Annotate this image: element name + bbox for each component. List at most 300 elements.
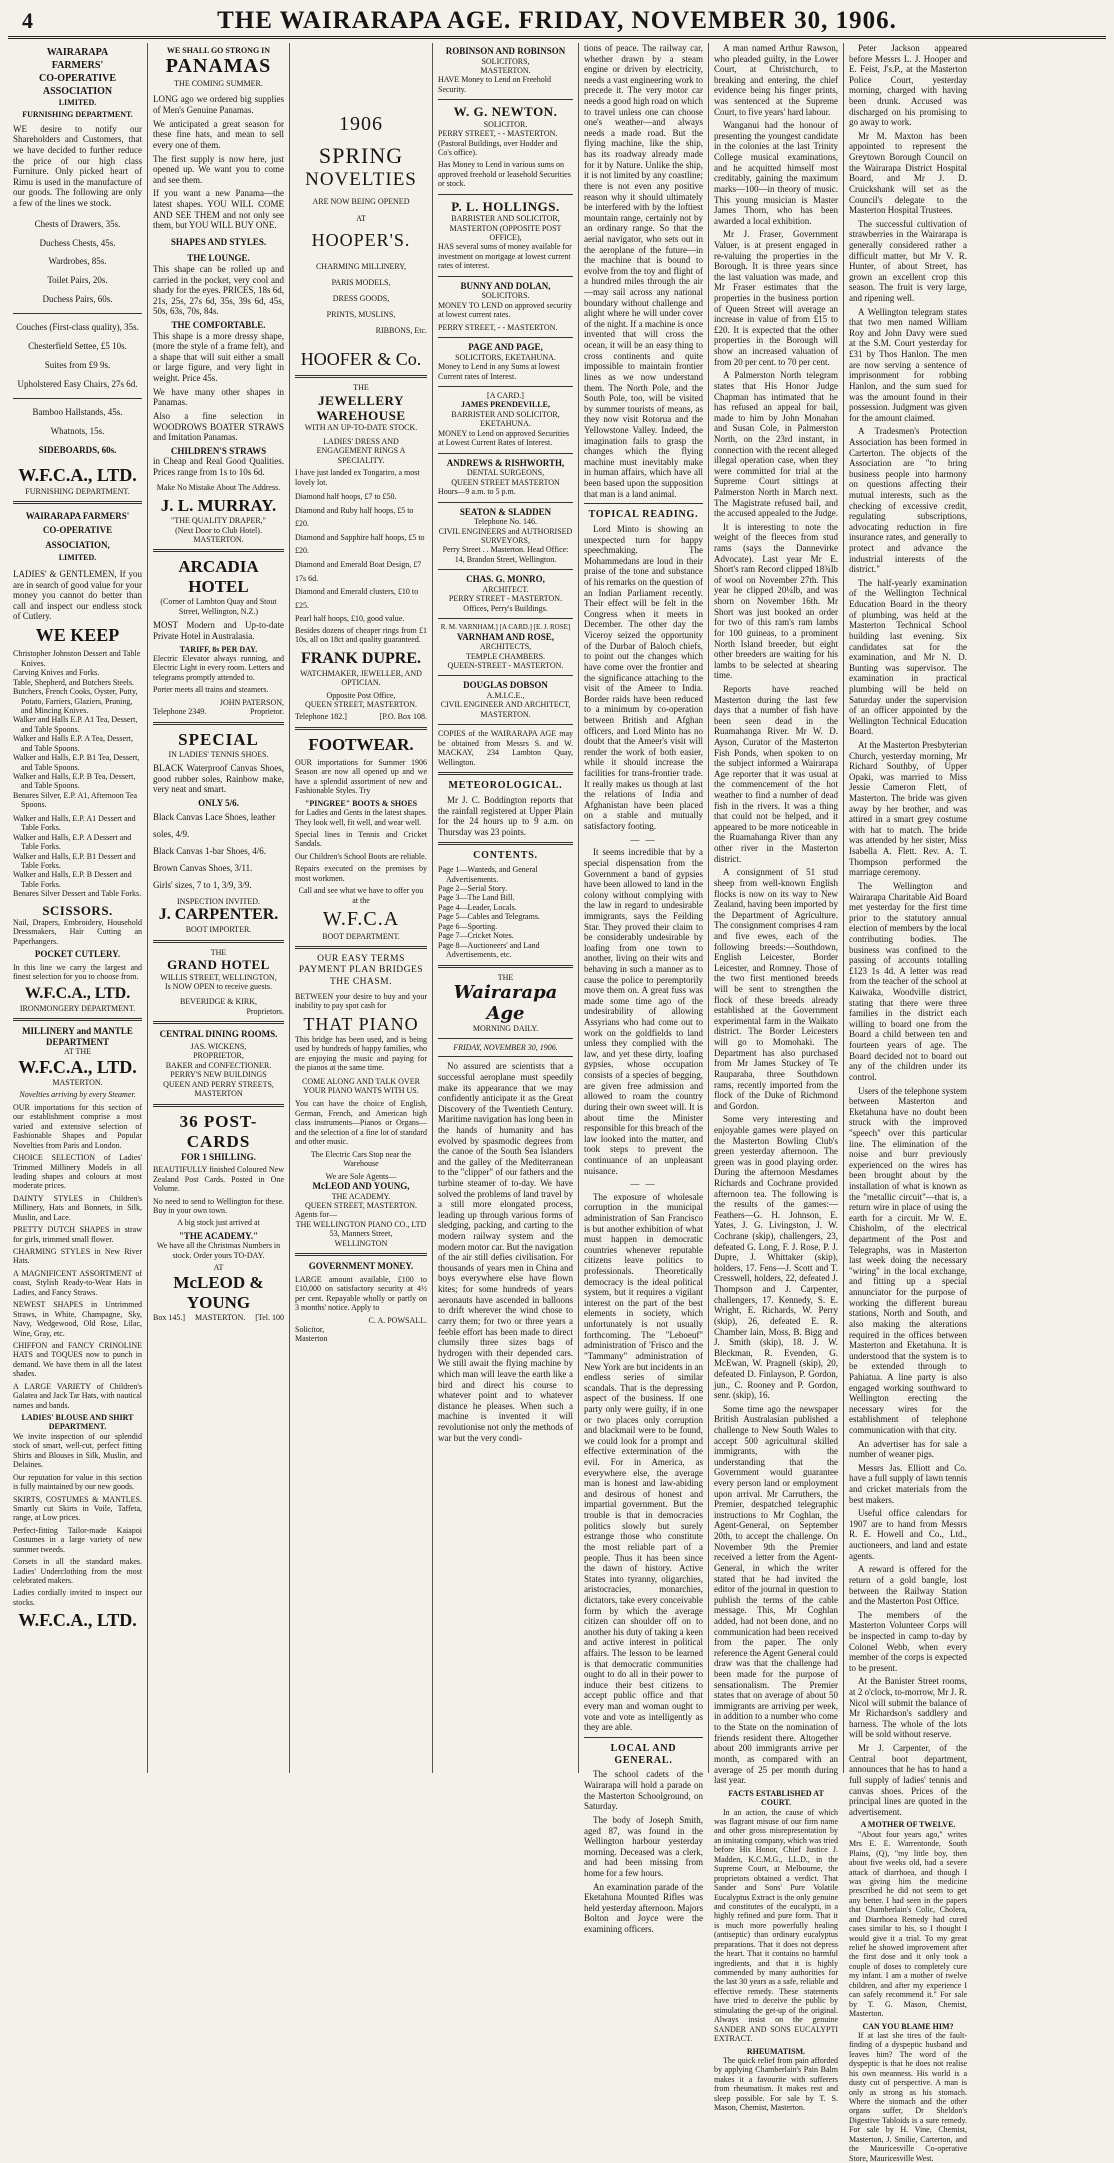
wellington-piano: THE WELLINGTON PIANO CO., LTD <box>295 1219 427 1229</box>
list-item: Walker and Halls E.P. A Tea, Dessert, and Table Spoons. <box>13 734 133 753</box>
list-item: CHOICE SELECTION of Ladies' Trimmed Millinery Models in all leading shapes and colours at most moderate prices. <box>13 1153 142 1191</box>
andrews-addr: QUEEN STREET MASTERTON <box>451 477 560 487</box>
seaton-addr: Perry Street . . Masterton. Head Office: 14, Brandon Street, Wellington. <box>442 545 569 564</box>
news-paragraph: Mr J. Carpenter, of the Central boot department, announces that he has to hand a full supply of ladies' tennis and canvas shoes. Prices of the principal lines are quoted in the advertisement. <box>849 1743 967 1817</box>
nameplate-sub: MORNING DAILY. <box>472 1024 539 1034</box>
news-paragraph: Peter Jackson appeared before Messrs L. J. Hooper and E. Feist, J's.P., at the Masterton Police Court, yesterday morning, charged with having been drunk. Accused was discharged on his promising to go away to work. <box>849 43 967 128</box>
list-item: CHARMING STYLES in New River Hats. <box>13 1247 142 1266</box>
news-paragraph: It is interesting to note the weight of the fleeces from stud rams (says the Dannevirke Advocate). Last year Mr E. Short's ram Record clipped 18¾lb of wool on November 27th. This year he clipped 20¼lb, and was shorn on November 16th. Mr Short was just booked an order for two of this ram's ram lambs for 100 guineas, to a prominent North Island breeder, but eight other breeders are waiting for his lambs to be selected at shearing time. <box>714 521 838 681</box>
hollings-text: HAS several sums of money available for investment on mortgage at lowest current rates of interest. <box>438 242 572 271</box>
varnham-addr: TEMPLE CHAMBERS. <box>465 651 546 661</box>
farmers-heading-1: WAIRARAPA FARMERS' <box>25 511 130 522</box>
wickens-name: JAS. WICKENS, <box>190 1041 247 1051</box>
electric-note: The Electric Cars Stop near the Warehouse <box>310 1149 412 1169</box>
monro-sub: ARCHITECT. <box>482 584 529 594</box>
grand-owner: BEVERIDGE & KIRK, <box>179 997 258 1007</box>
robinson-text: HAVE Money to Lend on Freehold Security. <box>438 75 551 94</box>
panamas-tag: WE SHALL GO STRONG IN <box>166 46 271 55</box>
hoopers-title: HOOPER'S. <box>311 229 411 250</box>
jewellery-tag: LADIES' DRESS AND ENGAGEMENT RINGS A SPECIALITY. <box>316 436 406 465</box>
shapes-heading: SHAPES AND STYLES. <box>170 236 267 247</box>
arcadia-owner: JOHN PATERSON, <box>219 697 284 707</box>
dupre-tel: Telephone 182.] <box>295 712 347 722</box>
copies-note: COPIES of the WAIRARAPA AGE may be obtained from Messrs S. and W. MACKAY, 234 Lambton Quay, Wellington. <box>438 729 573 767</box>
at-label-2: AT <box>356 214 366 224</box>
wfca-ltd-title-2: W.F.C.A., LTD. <box>24 984 131 1002</box>
childrens-heading: CHILDREN'S STRAWS <box>170 445 267 456</box>
varnham-title: VARNHAM AND ROSE, <box>456 631 555 642</box>
list-item: PRINTS, MUSLINS, <box>326 310 396 320</box>
postcards-text-4: We have all the Christmas Numbers in stock. Order yours TO-DAY. <box>156 1241 281 1260</box>
footwear-text-3: Special lines in Tennis and Cricket Sandals. <box>295 830 427 849</box>
list-item: Upholstered Easy Chairs, 27s 6d. <box>17 378 138 389</box>
postcards-title: 36 POST-CARDS <box>179 1111 258 1151</box>
news-paragraph: Messrs Jas. Elliott and Co. have a full supply of lawn tennis and cricket materials from the best makers. <box>849 1462 967 1505</box>
wfca-label: W.F.C.A <box>322 908 400 931</box>
ad-hollings <box>438 199 573 271</box>
seaton-sub: CIVIL ENGINEERS and AUTHORISED SURVEYORS, <box>438 526 573 546</box>
ad-panamas <box>153 46 284 544</box>
farmers-heading-3: LIMITED. <box>58 553 97 563</box>
ad-wfca-cutlery <box>13 509 142 1013</box>
list-item: Page 7—Cricket Notes. <box>438 931 514 941</box>
tennis-price: ONLY 5/6. <box>198 797 239 808</box>
news-paragraph: Reports have reached Masterton during the last few days that a number of fish have been seen dead in the Ruamahanga River. Mr W. D. Ayson, Curator of the Masterton Fish Ponds, when spoken to on the subject informed a Wairarapa Age reporter that it was usual at the commencement of the hot weather to find a number of dead fish in the rivers. It was a thing that could not be helped, and it appeared to be more noticeable in the Ruamahanga River than any other river in the Masterton district. <box>714 683 838 864</box>
ad-arcadia <box>153 557 284 716</box>
varnham-sub: ARCHITECTS, <box>479 642 532 652</box>
list-item: Christopher Johnston Dessert and Table Knives. <box>13 649 141 668</box>
murray-town: MASTERTON. <box>193 534 244 544</box>
bunny-sub: SOLICITORS. <box>481 291 530 301</box>
jewellery-text: I have just landed ex Tongariro, a most lovely lot. <box>295 468 420 487</box>
list-item: Page 2—Serial Story. <box>438 884 508 893</box>
list-item: Girls' sizes, 7 to 1, 3/9, 3/9. <box>153 879 252 890</box>
masterton-label: MASTERTON. <box>52 1078 103 1088</box>
easy-terms: OUR EASY TERMS PAYMENT PLAN BRIDGES THE CHASM. <box>298 954 424 987</box>
list-item: Benares Silver, E.P. A1, Afternoon Tea Spoons. <box>13 790 138 810</box>
skirts-text: SKIRTS, COSTUMES & MANTLES. Smartly cut Skirts in Voile, Taffeta, range, at Low prices. <box>13 1494 142 1523</box>
ad-grand-hotel <box>153 948 284 1017</box>
millinery-text: OUR importations for this section of our establishment comprise a most varied and extensive selection of Fashionable Shapes and Popular Novelties from Paris and London. <box>13 1102 142 1150</box>
list-item: SIDEBOARDS, 60s. <box>38 444 117 455</box>
list-item: Page 4—Leader, Locals. <box>438 902 517 912</box>
ad-monro <box>438 574 573 613</box>
topical-heading: TOPICAL READING. <box>588 509 699 521</box>
grand-addr: WILLIS STREET, WELLINGTON, <box>160 972 277 982</box>
furnishing-text: WE desire to notify our Shareholders and Customers, that we have decided to further reduce the price of our high class Furniture. Only picked heart of Rimu is used in the manufacture of our goods. The following are only a few of the lines we stock. <box>13 123 142 209</box>
list-item: DRESS GOODS, <box>332 294 390 304</box>
footwear-text-4: Our Children's School Boots are reliable. <box>295 851 427 861</box>
news-paragraph: A man named Arthur Rawson, who pleaded guilty, in the Lower Court, at Christchurch, to breaking and entering, the chief evidence being his finger prints, was sentenced at the Supreme Court, to five years' hard labour. <box>714 43 838 117</box>
list-item: Pearl half hoops, £10, good value. <box>295 614 405 624</box>
ad-govt-money <box>295 1261 427 1344</box>
list-item: Page 1—Wanteds, and General Advertisements. <box>438 865 538 884</box>
page-text: Money to Lend in any Sums at lowest Current rates of Interest. <box>438 362 560 381</box>
scissors-text: Nail, Drapers, Embroidery, Household Dressmakers, Hair Cutting an Paperhangers. <box>13 918 142 946</box>
footwear-text: OUR importations for Summer 1906 Season are now all opened up and we have a splendid assortment of new and Fashionable Styles. Try <box>295 757 427 796</box>
ad-seaton <box>438 507 573 565</box>
columns <box>8 43 1106 2163</box>
list-item: Walker and Halls E.P. A1 Tea, Dessert, and Table Spoons. <box>13 715 138 734</box>
robinson-title: ROBINSON AND ROBINSON <box>445 46 566 56</box>
andrews-sub: DENTAL SURGEONS, <box>466 468 545 478</box>
mother-text: "About four years ago," writes Mrs E. E. Warrentonde, South Plains, (Q), "my little boy, then about five weeks old, had a severe attack of diarrhoea, and though I was giving him the medicine prescribed he did not seem to get any better. I had seen in the papers that Chamberlain's Colic, Cholera, and Diarrhoea Remedy had cured cases similar to his, so I thought I would give it a trial. To my great relief he showed improvement after the first dose and it only took a couple of doses to completely cure my infant. I am a mother of twelve children, and after my experience I can safely recommend it." For sale by T. G. Mason, Chemist, Masterton. <box>849 1829 967 2019</box>
list-item: Diamond and Sapphire half hoops, £5 to £20. <box>295 532 425 556</box>
news-paragraph: At the Masterton Presbyterian Church, yesterday morning, Mr Richard Southby, of Upper Opaki, was married to Miss Jessie Cameron Flett, of Masterton. The bride was given away by her brother, and was attired in a smart grey costume with hat to match. The bride was attended by her sister, Miss Isabella A. Flett. Rev. A. T. Thompson performed the marriage ceremony. <box>849 740 967 878</box>
murray-title: J. L. MURRAY. <box>160 496 277 516</box>
newton-sub: SOLICITOR. <box>483 119 528 129</box>
robinson-town: MASTERTON. <box>480 66 531 76</box>
prendeville-text: MONEY to Lend on approved Securities at Lowest Current Rates of Interest. <box>438 428 570 448</box>
solicitor-label: Solicitor, <box>295 1324 325 1334</box>
novelties-label: NOVELTIES <box>305 168 417 190</box>
boot-dept: BOOT DEPARTMENT. <box>322 931 400 941</box>
arcadia-phone: Telephone 2349. <box>153 707 207 717</box>
baker-label: BAKER and CONFECTIONER. <box>165 1060 272 1070</box>
ad-andrews <box>438 458 573 497</box>
ad-tennis-shoes <box>153 730 284 935</box>
carpenter-title: J. CARPENTER. <box>158 906 279 924</box>
wfca-ltd-title: W.F.C.A., LTD. <box>18 465 137 486</box>
dobson-town: MASTERTON. <box>480 709 531 719</box>
dupre-title: FRANK DUPRE. <box>301 649 421 667</box>
topical-paragraph: The exposure of wholesale corruption in the municipal administration of San Francisco is but another exhibition of what must happen in democratic countries whenever reputable citizens leave politics to professionals. Theoretically democracy is the ideal political system, but it requires a vigilant interest on the part of the best elements in society, which unfortunately is not usually forthcoming. The "Leboeuf" administration of 'Frisco and the "Tammany" administration of New York are but incidents in an endless series of similar scandals. That is the depressing aspect of the business. If one party only were guilty, if in one or two places only corruption and blackmail were to be found, we could look for a prompt and effective extermination of the evil. For in America, as everywhere else, the average man is honest and law-abiding and desirous of honest and impartial government. But the trouble is that in democracies politics slowly but surely estrange those who constitute the most reliable part of a people. Thus it has been since the dawn of history. Active States into tyranny, oligarchies, aristocracies, monarchies, dictators, take every conceivable form by which the average citizen can shoulder off on to another his duty of taking a keen and active interest in political affairs. The lesson to be learned is that democratic communities ought to do all in their power to induce their best citizens to accept public office and that every man and woman ought to vote and vote as intelligently as they are able. <box>584 1191 703 1733</box>
blouse-text: We invite inspection of our splendid stock of smart, well-cut, perfect fitting Shirts and Blouses in Silk, Muslin, and Delaines. <box>13 1431 142 1470</box>
list-item: PARIS MODELS, <box>331 278 391 288</box>
ad-prendeville <box>438 391 573 448</box>
list-item: Page 5—Cables and Telegrams. <box>438 912 540 922</box>
novelties-note: Novelties arriving by every Steamer. <box>19 1090 136 1100</box>
andrews-title: ANDREWS & RISHWORTH, <box>446 457 565 468</box>
list-item: Carving Knives and Forks. <box>13 668 100 678</box>
bunny-addr: PERRY STREET, - - MASTERTON. <box>438 322 558 332</box>
central-title: CENTRAL DINING ROOMS. <box>159 1029 278 1040</box>
list-item: Page 3—The Land Bill. <box>438 893 515 903</box>
list-item: NEWEST SHAPES in Untrimmed Straws, in White, Champagne, Sky, Navy, Wedgewood, Old Rose, Lilac, Wine, Gray, etc. <box>13 1300 142 1338</box>
ad-jewellery <box>295 383 427 722</box>
list-item: Walker and Halls, E.P. A Dessert and Table Forks. <box>13 832 132 852</box>
ad-dobson <box>438 680 573 719</box>
news-paragraph: Mr M. Maxton has been appointed to represent the Greytown Borough Council on the Wairarapa District Hospital Board, and Mr J. D. Cruickshank will set as the Council's delegate to the Masterton Hospital Trustees. <box>849 130 967 216</box>
news-paragraph: A Tradesmen's Protection Association has been formed in Carterton. The objects of the Association are "to bring business people into harmony on questions affecting their mutual interests, such as the checking of excessive credit, regulating subscriptions, advocating reduction in fire insurance rates, and generally to protect and advance the industrial interests of the district." <box>849 426 967 575</box>
mistake-note: Make No Mistake About The Address. <box>156 482 281 492</box>
rheumatism-heading: RHEUMATISM. <box>746 2046 806 2056</box>
pocket-cutlery-heading: POCKET CUTLERY. <box>34 949 121 960</box>
tel-label: [Tel. 100 <box>255 1312 284 1322</box>
list-item: CHARMING MILLINERY, <box>315 262 407 272</box>
mother-heading: A MOTHER OF TWELVE. <box>860 1820 956 1830</box>
wfca-heading-4: ASSOCIATION <box>42 86 113 97</box>
list-item: Table, Shepherd, and Butchers Steels. <box>13 677 134 687</box>
seaton-title: SEATON & SLADDEN <box>459 506 552 517</box>
furnishing-dept-2: FURNISHING DEPARTMENT. <box>25 486 130 496</box>
can-you-text: If at last she tires of the fault-finding of a dyspeptic husband and leaves him? The word of the dyspeptic is that he does not realise his own meanness. His world is a dusty cut of perspective. A man is only as strong as his stomach. Where the stomach and the other organs suffer, Dr Sheldon's Digestive Tabloids is a sure remedy. For sale by H. Vine, Chemist, Masterton, J. Smilie, Carterton, and the Mauricesville Co-operative Store, Mauricesville West. <box>849 2030 967 2163</box>
page-number: 4 <box>22 8 33 33</box>
scissors-heading: SCISSORS. <box>42 902 113 918</box>
local-paragraph: The body of Joseph Smith, aged 87, was found in the Wellington harbour yesterday morning. Deceased was a clerk, and had been missing from home for a few hours. <box>584 1814 703 1878</box>
news-paragraph: At the Banister Street rooms, at 2 o'clock, to-morrow, Mr J. R. Nicol will submit the balance of Mr Richardson's saddlery and harness. The whole of the lots will be sold without reserve. <box>849 1676 967 1740</box>
postcards-text: BEAUTIFULLY finished Coloured New Zealand Post Cards. Posted in One Volume. <box>153 1165 284 1194</box>
that-piano: THAT PIANO <box>303 1013 419 1034</box>
list-item: Walker and Halls, E.P. B1 Tea, Dessert, and Table Spoons. <box>13 753 140 772</box>
news-paragraph: A reward is offered for the return of a gold bangle, lost between the Railway Station and the Masterton Post Office. <box>849 1564 967 1607</box>
news-paragraph: The Wellington and Wairarapa Charitable Aid Board met yesterday for the first time prior to the statutory annual election of members by the local contributing bodies. The business was confined to the passing of accounts totalling £123 1s 4d. A letter was read from the teacher of the school at Kaiwaka, Woodville district, stating that there were three families in the district each willing to board one from the Board a child between ten and fourteen years of age. The Board decided not to board out any of the children under its control. <box>849 880 967 1082</box>
blouse-title: LADIES' BLOUSE AND SHIRT DEPARTMENT. <box>21 1413 134 1432</box>
wfca-heading-1: WAIRARAPA <box>46 47 109 58</box>
list-item: Diamond and Emerald Boat Design, £7 17s 6d. <box>295 559 422 583</box>
panamas-text-3: The first supply is now here, just opened up. We want you to come and see them. <box>153 153 284 185</box>
millinery-title: MILLINERY and MANTLE DEPARTMENT <box>22 1026 133 1047</box>
news-paragraph: The members of the Masterton Volunteer Corps will be inspected in camp to-day by Colonel Webb, when every member of the corps is expected to be present. <box>849 1609 967 1673</box>
news-paragraph: Wanganui had the honour of presenting the youngest candidate in the colonies at the last Trinity College musical examinations, and he acquitted himself most creditably, gaining the maximum marks—100—in theory of music. This young musician is Master James Thorn, who has been awarded a local exhibition. <box>714 120 838 226</box>
list-item: Chesterfield Settee, £5 10s. <box>28 341 127 352</box>
spring-label: SPRING <box>318 142 404 168</box>
list-item: Couches (First-class quality), 35s. <box>16 322 139 333</box>
farmers-heading-2: CO-OPERATIVE ASSOCIATION, <box>42 525 113 550</box>
nameplate-the: THE <box>497 972 514 982</box>
list-item: Walker and Halls, E.P. B1 Dessert and Table Forks. <box>13 851 136 870</box>
comfortable-heading: THE COMFORTABLE. <box>171 320 266 331</box>
piano-text-1: BETWEEN your desire to buy and your inability to pay spot cash for <box>295 991 427 1011</box>
ad-robinson <box>438 46 573 94</box>
opened-label: ARE NOW BEING OPENED <box>312 196 410 206</box>
news-paragraph: Some time ago the newspaper British Australasian published a challenge to New South Wales to accept 500 agricultural skilled immigrants, with the understanding that the Government would guarantee every person land or employment upon arrival. Mr Carruthers, the Premier, despatched telegraphic instructions to Mr Coghlan, the Agent-General, on September 20th, to accept the challenge. On November 9th the Premier received a letter from the Agent-General, in which the writer stated that he had invited the editor of the journal in question to publish the terms of the cable message. This, Mr Coghlan added, had not been done, and no communication had been received from the paper. The only reference the Agent General could draw was that the challenge had been made for the purpose of sensationalism. The Premier states that on average of about 50 immigrants are arriving per week, in addition to a number who come to the State on the nomination of friends resident there. Altogether about 200 immigrants arrive per month, as compared with an average of 25 per month during last year. <box>714 1403 838 1786</box>
contents-heading: CONTENTS. <box>473 850 538 862</box>
monro-title: CHAS. G. MONRO, <box>466 574 545 585</box>
topical-paragraph: It seems incredible that by a special dispensation from the Government a band of gypsies have been allowed to land in the colony without complying with the law in regard to undesirable immigrants, says the Feilding Star. They proved their claim to be considerably undesirable by loafing from one town to another, living on their wits and behaving in such a manner as to cause the police to peremptorily move them on. A great fuss was made some time ago of the undesirability of allowing Assyrians who had come out to work on the goldfields to land unless they complied with the law, and yet these dirty, loafing gypsies, whose occupation consists of a species of begging, are given free admission and allowed to roam the country during their own sweet will. It is about time the Minister responsible for this breach of the law looked into the matter, and took steps to prevent the continuance of an unpleasant nuisance. <box>584 847 703 1176</box>
corsets-text: Perfect-fitting Tailor-made Kaiapoi Costumes in a large variety of new summer tweeds. <box>13 1525 142 1554</box>
ad-footwear <box>295 735 427 941</box>
list-item: Wardrobes, 85s. <box>48 256 107 267</box>
panamas-text-4: If you want a new Panama—the latest shapes. YOU WILL COME AND SEE THEM and not only see them, but YOU WILL BUY ONE. <box>153 188 284 231</box>
postcards-text-3: A big stock just arrived at <box>177 1218 260 1228</box>
lounge-text: This shape can be rolled up and carried in the pocket, very cool and shady for the eyes. PRICES, 18s 6d, 21s, 25s, 27s 6d, 35s, 39s 6d, 45s, 50s, 63s, 70s, 84s. <box>153 264 284 317</box>
furnishing-dept: FURNISHING DEPARTMENT. <box>22 110 133 120</box>
ad-varnham <box>438 623 573 670</box>
list-item: Page 6—Sporting. <box>438 921 498 931</box>
panamas-title: PANAMAS <box>165 55 272 78</box>
murray-sub: "THE QUALITY DRAPER," <box>171 516 266 526</box>
footwear-text-5: Repairs executed on the premises by most workmen. <box>295 864 427 883</box>
list-item: Diamond half hoops, £7 to £50. <box>295 492 397 502</box>
card-label: [A CARD.] <box>487 390 524 400</box>
we-keep: WE KEEP <box>35 625 120 646</box>
newton-addr: PERRY STREET, - - MASTERTON. (Pastoral Buildings, over Hodder and Co's office). <box>438 129 558 157</box>
news-paragraph: A Palmerston North telegram states that His Honor Judge Chapman has intimated that he has refused an appeal for bail, made to him by John Monahan and Susan Cole, in Palmerston North, on the 23rd instant, in connection with the recent alleged illegal operation case, when they were committed for trial at the Supreme Court sittings at Palmerston North in March next. The Magistrate refused bail, and the accused appealed to the Judge. <box>714 370 838 519</box>
masterton-label-2: MASTERTON <box>194 1089 243 1099</box>
leader-text: No assured are scientists that a successful aeroplane must speedily make its appearance that we may confidently anticipate it as the Great Discovery of the Twentieth Century. Maritime navigation has long been in the hands of humanity and has evolved by spasmodic degrees from the canoe of the South Sea Islanders and the galley of the Mediterranean to the "clipper" of our fathers and the turbine steamer of to-day. We have solved the problems of land travel by a still more elongated process, leading up through various forms of sledging, packing, and carting to the modern railway system and the modern motor car. But the navigation of the air still defies civilisation. For thousands of years men in China and boys everywhere else have flown kites; for some hundreds of years aeronauts have ascended in balloons to drift wherever the wind chose to carry them; for two or three years a feeble effort has been made to direct clumsily three sizes bags of hydrogen with their depended cars. We still await the flying machine by which man will leave the earth like a bird and direct his course to whatever point and to whatever distance he pleases. When such a machine is invented it will revolutionise not only the methods of war but the very condi- <box>438 1061 573 1443</box>
panamas-text-1: LONG ago we ordered big supplies of Men's Genuine Panamas. <box>153 94 284 116</box>
wfca-ltd-title-3: W.F.C.A., LTD. <box>18 1056 137 1077</box>
perrys-label: PERRY'S NEW BUILDINGS <box>170 1070 267 1080</box>
column-7 <box>844 43 972 2163</box>
news-paragraph: Mr J. Fraser, Government Valuer, is at present engaged in re-valuing the properties in the Borough. It is three years since the last valuation was made, and Mr Fraser estimates that the properties in the business portion of Queen Street will average an increase in value of from £15 to £20. It is expected that the other properties in the Borough will show an increased valuation of from 20 per cent. to 70 per cent. <box>714 229 838 367</box>
robinson-sub: SOLICITORS, <box>481 56 530 66</box>
list-item: Butchers, French Cooks, Oyster, Putty, Potato, Farriers, Glaziers, Pruning, and Mincing Knives. <box>13 687 138 715</box>
list-item: A LARGE VARIETY of Children's Galatea and Jack Tar Hats, with nautical names and bands. <box>13 1381 142 1410</box>
news-paragraph: Useful office calendars for 1907 are to hand from Messrs R. E. Howell and Co., Ltd., auctioneers, and land and estate agents. <box>849 1508 967 1561</box>
mcleod-title: McLEOD & YOUNG <box>173 1272 264 1312</box>
list-item: Diamond and Emerald clusters, £10 to £25. <box>295 587 419 610</box>
wellington-label: WELLINGTON <box>334 1238 388 1248</box>
hollings-sub: BARRISTER AND SOLICITOR, MASTERTON (OPPOSITE POST OFFICE), <box>449 214 562 242</box>
ad-wfca-millinery <box>13 1026 142 1631</box>
column-2 <box>148 43 290 1773</box>
list-item: Duchess Pairs, 60s. <box>42 294 113 305</box>
govt-text: LARGE amount available, £100 to £10,000 on satisfactory security at 4½ per cent. Repayable wholly or partly on 3 months' notice. Apply to <box>295 1274 427 1313</box>
arcadia-prop: Proprietor. <box>250 707 284 717</box>
arcadia-tariff: TARIFF, 8s PER DAY. <box>179 644 258 654</box>
corsets-text-2: Corsets in all the standard makes. Ladies' Underclothing from the most celebrated makers. <box>13 1557 142 1586</box>
govt-money-title: GOVERNMENT MONEY. <box>308 1261 414 1272</box>
ad-bunny <box>438 281 573 332</box>
dobson-role: CIVIL ENGINEER AND ARCHITECT, <box>440 700 571 710</box>
page-title: PAGE AND PAGE, <box>468 342 543 353</box>
facts-heading: FACTS ESTABLISHED AT COURT. <box>728 1788 824 1808</box>
prendeville-sub: BARRISTER AND SOLICITOR, <box>451 409 560 419</box>
agents-label: We are Sole Agents— <box>325 1171 397 1181</box>
tennis-text: BLACK Waterproof Canvas Shoes, good rubber soles, Rainbow make, very neat and smart. <box>153 763 284 795</box>
page-sub: SOLICITORS, EKETAHUNA. <box>455 352 556 362</box>
piano-text-2: This bridge has been used, and is being used by hundreds of happy families, who are enjoying the music and paying for the pianos at the same time. <box>295 1034 427 1073</box>
postcards-text-2: No need to send to Wellington for these. Buy in your own town. <box>153 1196 284 1215</box>
column-5: tions of peace. The railway car, whether drawn by a steam engine or driven by electricity, needs a vast engineering work to precede it. The very motor car needs a good high road on which to travel unless one can choose one's weather—and always needs a made road. But the flying machine, like the ship, has its roadway already made for it by Nature. Unlike the ship, it is not limited by any coastline; there is not even any positive reason why it should ultimately be interfered with by the loftiest mountain range, certainly not by an ordinary range. So that the aerial navigator, who sets out in the aeroplane of the future—in the machine that is bound to evolve from the toy and flight of a hundred miles through the air—may sail across any national boundary without challenge and alight where he will under cover of the night. If a machine is once invented that will cross the ocean, it will be an easy thing to cross continents and quite impossible to maintain frontier lines as we now understand them. The North Pole, and the South Pole, too, will be visited by summer tourists of means, as they now visit Rotorua and the Yellowstone Valley. Indeed, the imagination fails to grasp the changes which the flying machine must inevitably make in human affairs, which have all been based upon the supposition that man is a land animal. TOPICAL READING. Lord Minto is showing an unexpected turn for happy speechmaking. The Mohammedans are loud in their praise of the tone and substance of his remarks on the question of an Indian Parliament recently. Their effect will be felt in the Congress when it meets in December. The other day the Viceroy seized the opportunity of the Durbar of Baloch chiefs, to point out the changes which have come over the frontier and the significance attaching to the visit of the Ameer to India. Border raids have been reduced to a minimum by co-operation between British and Afghan officers, and Lord Minto has no doubt that the Ameer's visit will render the work of both easier, while it should increase the facilities for trans-frontier trade. It really makes us though at last the relations of India and Afghanistan have been placed on a stable and mutually satisfactory footing. — — It seems incredible that by a special dispensation from the Government a band of gypsies have been allowed to land in the colony without complying with the law in regard to undesirable immigrants, says the Feilding Star. They proved their claim to be considerably undesirable by loafing from one town to another, living on their wits and behaving in such a manner as to cause the police to peremptorily move them on. A great fuss was made some time ago of the undesirability of allowing Assyrians who had come out to work on the goldfields to land unless they complied with the law, and yet these dirty, loafing gypsies, whose occupation consists of a species of begging, are given free admission and allowed to roam the country during their own sweet will. It is about time the Minister responsible for this breach of the law looked into the matter, and took steps to prevent the continuance of an unpleasant nuisance. — — The exposure of wholesale corruption in the municipal administration of San Francisco is but another exhibition of what must happen in democratic countries whenever reputable citizens leave politics to professionals. Theoretically democracy is the ideal political system, but it requires a vigilant interest on the part of the best elements in society, which unfortunately is not usually forthcoming. The "Leboeuf" administration of 'Frisco and the "Tammany" administration of New York are but incidents in an endless series of similar scandals. That is the depressing aspect of the business. If one party only were guilty, if in one or two places only corruption and blackmail were to be found, we could look for a prompt and effective extermination of the evil. For in America, as everywhere else, the average man is honest and law-abiding and desirous of honest and impartial government. But the trouble is that in democracies politics slowly but surely estrange those who constitute the most reliable part of a people. Thus it has been since the dawn of history. Active States into tyranny, oligarchies, aristocracies, monarchies, dictators, take every conceivable form by which the average citizen can shoulder off on to another his duty of taking a keen and active interest in political affairs. The lesson to be learned is that democratic communities ought to do all in their power to induce their best citizens to accept public office and that every man and woman ought to vote and vote as intelligently as they are able. LOCAL AND GENERAL. The school cadets of the Wairarapa will hold a parade on the Masterton Schoolground, on Saturday. The body of Joseph Smith, aged 87, was found in the Wellington harbour yesterday morning. Deceased was a clerk, and had been missing from home for a few hours. An examination parade of the Eketahuna Mounted Rifles was held yesterday afternoon. Majors Bolton and Joyce were the examining officers. <box>579 43 709 1773</box>
year-label: 1906 <box>339 113 383 135</box>
andrews-hours: Hours—9 a.m. to 5 p.m. <box>438 487 516 497</box>
queen-label: QUEEN AND PERRY STREETS, <box>163 1079 274 1089</box>
wfca-ltd-title-4: W.F.C.A., LTD. <box>18 1610 137 1631</box>
news-paragraph: A consignment of 51 stud sheep from well-known English flocks is now on its way to New Zealand, having been imported by the Department of Agriculture. The consignment comprises 4 ram and five ewes, each of the following breeds:—Southdown, English Leicester, Border Leicester, and Romney. Those of the two first mentioned breeds will be sent to strengthen the flock of these breeds already established at the Government experimental farm in the Waikato district. The Border Leicesters will go to Momohaki. The Department has also purchased from Mr James Stuckey of Te Rauparaha, three Southdown rams, recently imported from the flock of the Duke of Richmond and Gordon. <box>714 867 838 1111</box>
academy-label: "THE ACADEMY." <box>178 1230 259 1241</box>
grand-text: Is NOW OPEN to receive guests. <box>165 981 272 991</box>
topical-paragraph: Lord Minto is showing an unexpected turn for happy speechmaking. The Mohammedans are loud in their praise of the tone and substance of his remarks on the question of an Indian Parliament recently. Their effect will be felt in the Congress when it meets in December. The other day the Viceroy seized the opportunity of the Durbar of Baloch chiefs, to point out the changes which have come over the frontier and the significance attaching to the visit of the Ameer to India. Border raids have been reduced to a minimum by co-operation between British and Afghan officers, and Lord Minto has no doubt that the Ameer's visit will render the work of both easier, while it should increase the facilities for trans-frontier trade. It really makes us though at last the relations of India and Afghanistan have been placed on a stable and mutually satisfactory footing. <box>584 524 703 832</box>
ad-page <box>438 342 573 381</box>
facts-text: In an action, the cause of which was flagrant misuse of our firm name and other gross misrepresentation by an imitating company, which was tried before His Honor, Chief Justice J. Madden, K.C.M.G., LL.D., in the Supreme Court, at Melbourne, the proprietors obtained a verdict. That Sander and Sons' Pure Volatile Eucalyptus Extract is the only genuine and constitutes of the eucalypti, in a highly refined and pure form. That it is much more powerfully healing (antiseptic) than ordinary eucalyptus preparations. That it does not depress the heart. That it contains no harmful ingredients, and that it is highly commended by many authorities for the last 30 years as a safe, reliable and effective remedy. These statements have tried to deceive the public by stimulating the get-up of the original. Always insist on the genuine SANDER AND SONS EUCALYPTI EXTRACT. <box>714 1807 838 2044</box>
agents-for: Agents for— <box>295 1210 337 1220</box>
hoofer-title: HOOFER & Co. <box>300 349 422 370</box>
footwear-text-6: Call and see what we have to offer you at the <box>298 886 424 905</box>
list-item: Benares Silver Dessert and Table Forks. <box>13 889 142 899</box>
list-item: Walker and Halls, E.P. A1 Dessert and Table Forks. <box>13 813 136 833</box>
list-item: Walker and Halls, E.P. B Tea, Dessert, and Table Spoons. <box>13 772 136 791</box>
list-item: Brown Canvas Shoes, 3/11. <box>153 862 253 873</box>
ad-wfca-furniture <box>13 46 142 496</box>
list-item: Black Canvas 1-bar Shoes, 4/6. <box>153 845 266 856</box>
lounge-heading: THE LOUNGE. <box>187 253 250 264</box>
varnham-town: QUEEN-STREET - MASTERTON. <box>447 660 564 670</box>
list-item: Suites from £9 9s. <box>44 359 111 370</box>
furniture-list <box>13 215 142 460</box>
cutlery-note: In this line we carry the largest and finest selection for you to choose from. <box>13 962 142 982</box>
prendeville-town: EKETAHUNA. <box>480 419 531 429</box>
academy-label-2: THE ACADEMY. <box>331 1191 391 1201</box>
list-item: Page 8—Auctioneers' and Land Advertisements, etc. <box>438 940 540 960</box>
news-paragraph: Some very interesting and enjoyable games were played on the Masterton Bowling Club's green yesterday afternoon. The green was in good playing order. During the afternoon Mesdames Richards and Cochrane provided afternoon tea. The following is the results of the games:—Feathers—G. H. Johnson, E. Yates, J. G. Livingston, J. W. Cochrane (skip), challengers, 23, defeated G. Long, F. J. Rose, P. J. Dupre, J. Whittaker (skip), holders, 17. Fens—J. Scott and T. Cresswell, holders, 22, defeated J. Thompson and J. Carpenter, challengers, 17. Kennedy, S. E. Wright, E. Richards, W. Perry (skip), 26, defeated E. R. Chamber lain, Moss, B. Bigg and J. Smith (skip), 18. J. W. Bleckman, R. Evenden, G. McEwan, W. Pragnell (skip), 20, defeated D. Finlayson, P. Gordon, jun., C. Rooney and P. Gordon, senr. (skip), 16. <box>714 1114 838 1401</box>
prendeville-title: JAMES PRENDEVILLE, <box>461 400 550 410</box>
news-paragraph: The successful cultivation of strawberries in the Wairarapa is generally considered rather a difficult matter, but Mr V. R. Hunter, of about Street, has grown an excellent crop this season. The fruit is very large, and ripening well. <box>849 218 967 304</box>
list-item: RIBBONS, Etc. <box>375 326 427 336</box>
news-paragraph: An advertiser has for sale a number of weaner pigs. <box>849 1438 967 1460</box>
arcadia-text-3: Porter meets all trains and steamers. <box>153 685 269 695</box>
list-item: Bamboo Hallstands, 45s. <box>32 406 123 417</box>
local-paragraph: The school cadets of the Wairarapa will hold a parade on the Masterton Schoolground, on Saturday. <box>584 1769 703 1812</box>
column-4 <box>433 43 579 1773</box>
wfca-heading-3: CO-OPERATIVE <box>38 73 117 84</box>
ad-piano <box>295 954 427 1248</box>
mcleod-label: McLEOD AND YOUNG, <box>312 1180 410 1191</box>
monro-addr: PERRY STREET - MASTERTON. Offices, Perry's Buildings. <box>448 594 563 613</box>
dateline: FRIDAY, NOVEMBER 30, 1906. <box>453 1042 558 1052</box>
footwear-text-2: for Ladies and Gents in the latest shapes. They look well, fit well, and wear well. <box>295 808 427 827</box>
ad-hoopers <box>295 113 427 370</box>
panamas-text-2: We anticipated a great season for these fine hats, and mean to sell every one of them. <box>153 118 284 150</box>
newton-text: Has Money to Lend in various sums on approved freehold or leasehold Securities or stock. <box>438 160 571 189</box>
nameplate-title: Wairarapa Age <box>453 981 558 1025</box>
varnham-tag: R. M. VARNHAM.] [A CARD.] [E. J. ROSE] <box>440 623 571 632</box>
dupre-addr-2: QUEEN STREET, MASTERTON. <box>304 700 418 710</box>
jewellery-title: JEWELLERY WAREHOUSE <box>316 392 406 424</box>
jewellery-sub: WITH AN UP-TO-DATE STOCK. <box>304 423 418 433</box>
list-item: Toilet Pairs, 20s. <box>47 275 108 286</box>
news-paragraph: Users of the telephone system between Masterton and Eketahuna have no doubt been struck with the improved "speech" over this particular line. The elimination of the noise and burr previously experienced on the wires has been brought about by the installation of what is known as the "metallic circuit"—that is, a return wire in place of using the earth for a circuit. Mr W. E. Chisholm, of the electrical department of the Post and Telegraphs, was in Masterton last week doing the necessary "wiring" in the local exchange, and fitting up a special annunciator for the purpose of working the different bureau stations, North and South, and also making the alterations required in the offices between Masterton and Eketahuna. It is understood that the system is to be extended through to Pahiatua. A line party is also engaged working southward to Wellington erecting the necessary wires for the establishment of telephone communication with that city. <box>849 1085 967 1435</box>
local-general-heading: LOCAL AND GENERAL. <box>610 1742 677 1766</box>
carpenter-sub: BOOT IMPORTER. <box>185 925 252 935</box>
footwear-title: FOOTWEAR. <box>308 734 414 754</box>
list-item: Diamond and Ruby half hoops, £5 to £20. <box>295 505 414 529</box>
column-1 <box>8 43 148 1773</box>
column-3 <box>290 43 433 1773</box>
ad-postcards <box>153 1112 284 1323</box>
news-paragraph: The half-yearly examination of the Wellington Technical Education Board in the theory of plumbing, was held at the Masterton Technical School building last evening. Six candidates sat for the examination, and Mr N. D. Bunting was supervisor. The examination in practical plumbing will be held on Saturday under the supervision of an officer appointed by the Wellington Technical Education Board. <box>849 577 967 737</box>
ad-newton <box>438 104 573 188</box>
arcadia-text-2: Electric Elevator always running, and Electric Light in every room. Letters and telegrams promptly attended to. <box>153 654 284 682</box>
seaton-tel: Telephone No. 146. <box>474 517 537 527</box>
local-paragraph: An examination parade of the Eketahuna Mounted Rifles was held yesterday afternoon. Majors Bolton and Joyce were the examining officers. <box>584 1881 703 1934</box>
box-label: Box 145.] <box>153 1312 185 1322</box>
comfortable-text-2: We have many other shapes in Panamas. <box>153 386 284 408</box>
inspection-note: INSPECTION INVITED. <box>176 897 261 907</box>
corsets-text-3: Ladies cordially invited to inspect our stocks. <box>13 1588 142 1607</box>
postcards-price: FOR 1 SHILLING. <box>181 1151 256 1162</box>
manners-street: 53, Manners Street, <box>329 1229 393 1239</box>
column-6 <box>709 43 844 2113</box>
wfca-heading-5: LIMITED. <box>58 98 97 107</box>
arcadia-title: ARCADIA HOTEL <box>178 557 259 597</box>
list-item: CHIFFON and FANCY CRINOLINE HATS and TOQUES now to punch in demand. We have them in all the latest shades. <box>13 1340 142 1379</box>
mcleod-town: MASTERTON. <box>194 1312 246 1322</box>
news-paragraph: A Wellington telegram states that two men named William Roy and John Davy were sued at the S.M. Court yesterday for £31 by Thos Hanlon. The men are now serving a sentence of imprisonment for robbing Hanlon, and the sum sued for was the amount found in their possession. Judgment was given for the amount claimed. <box>849 306 967 423</box>
list-item: DAINTY STYLES in Children's Millinery, Hats and Bonnets, in Silk, Muslin, and Lace. <box>13 1193 142 1222</box>
list-item: Whatnots, 15s. <box>50 425 105 436</box>
at-the: AT THE <box>63 1047 92 1057</box>
arcadia-addr: (Corner of Lambton Quay and Stout Street, Wellington, N.Z.) <box>160 597 277 616</box>
dupre-box: [P.O. Box 108. <box>379 712 427 722</box>
piano-text-3: You can have the choice of English, German, French, and American high class instruments—Pianos or Organs—and the selection of a fine lot of standard and other music. <box>295 1099 427 1147</box>
dobson-sub: A.M.I.C.E., <box>486 691 525 701</box>
rheumatism-text: The quick relief from pain afforded by applying Chamberlain's Pain Balm makes it a favourite with sufferers from rheumatism. It makes rest and sleep possible. For sale by T. S. Mason, Chemist, Masterton. <box>714 2055 838 2113</box>
list-item: Walker and Halls, E.P. B Dessert and Table Forks. <box>13 870 132 889</box>
at-label: AT <box>213 1263 224 1273</box>
leader-continued: tions of peace. The railway car, whether drawn by a steam engine or driven by electricity, needs a vast engineering work to precede it. The very motor car needs a good high road on which to travel unless one can choose one's weather—and always needs a made road. But the flying machine, like the ship, has its roadway already made for it by Nature. Unlike the ship, it is not limited by any coastline; there is not even any positive reason why it should ultimately be interfered with by the loftiest mountain range, certainly not by an ordinary range. So that the aerial navigator, who sets out in the aeroplane of the future—in the machine that is bound to evolve from the toy and flight of a hundred miles through the air—may sail across any national boundary without challenge and alight where he will under cover of the night. If a machine is once invented that will cross the ocean, it will be an easy thing to cross continents and quite impossible to maintain frontier lines as we now understand them. The North Pole, and the South Pole, too, will be visited by summer tourists of means, as they now visit Rotorua and the Yellowstone Valley. Indeed, the imagination fails to grasp the changes which the flying machine must inevitably make in human affairs, which have all been based upon the supposition that man is a land animal. <box>584 43 703 499</box>
tennis-sub: IN LADIES' TENNIS SHOES. <box>168 749 269 759</box>
dobson-title: DOUGLAS DOBSON <box>463 680 548 691</box>
dupre-addr-1: Opposite Post Office, <box>326 690 396 700</box>
can-you-heading: CAN YOU BLAME HIM? <box>862 2021 954 2031</box>
boater-text: Also a fine selection in WOODROWS BOATER STRAWS and Imitation Panamas. <box>153 410 284 443</box>
wfca-heading-2: FARMERS' <box>51 60 104 71</box>
jewellery-text-2: Besides dozens of cheaper rings from £1 10s, all on 18ct and quality guaranteed. <box>295 625 427 645</box>
ad-central-dining <box>153 1029 284 1098</box>
